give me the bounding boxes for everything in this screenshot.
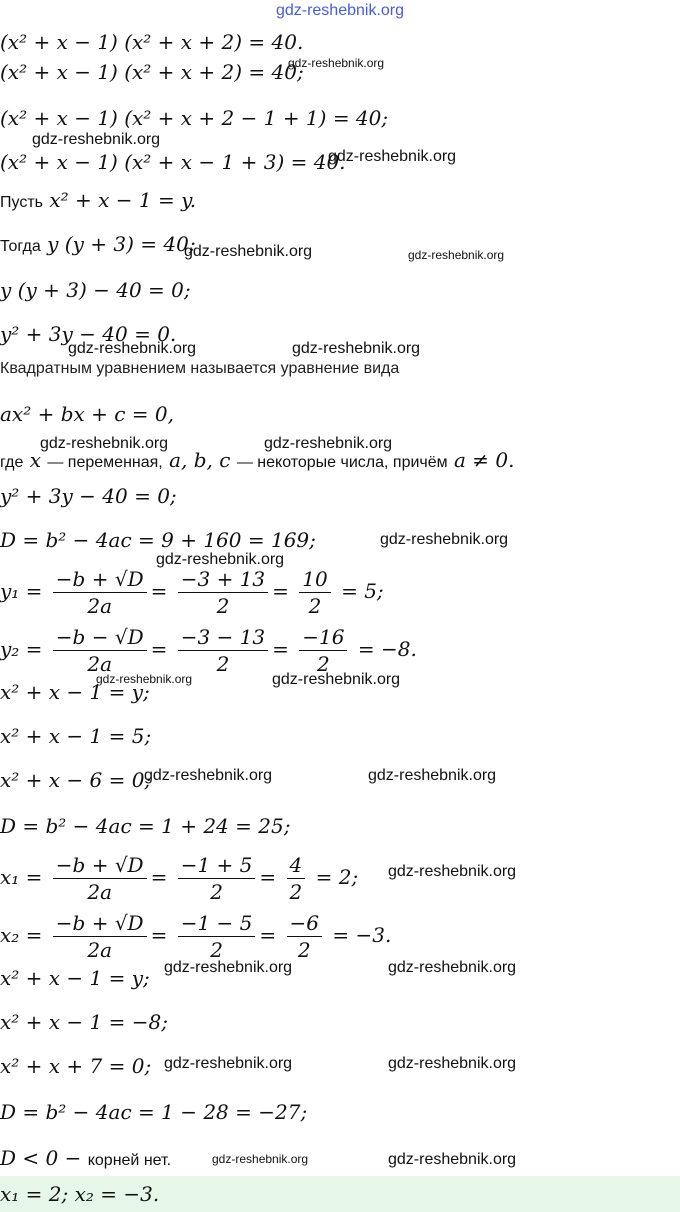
watermark: gdz-reshebnik.org: [164, 959, 293, 976]
root-y1: y₁ = $\frac{-b + √D}{2a}$ = $\frac{-3 + 13}{2}$ = $\frac{10}{2}$ = 5;: [0, 567, 384, 618]
equation-line: x² + x − 6 = 0;: [0, 768, 152, 792]
then-expression: y (y + 3) = 40;: [47, 232, 196, 256]
denominator: 2: [216, 594, 230, 618]
numerator: 10: [299, 566, 330, 593]
numerator: −b + √D: [53, 910, 147, 937]
watermark: gdz-reshebnik.org: [388, 863, 517, 880]
equation-line: y² + 3y − 40 = 0;: [0, 484, 177, 508]
fraction: [299, 566, 330, 619]
watermark: gdz-reshebnik.org: [184, 243, 313, 260]
watermark: gdz-reshebnik.org: [40, 435, 169, 452]
denominator: 2: [317, 652, 330, 676]
equation-line: x² + x − 1 = 5;: [0, 724, 152, 748]
root-tail: = 2;: [315, 865, 359, 889]
watermark: gdz-reshebnik.org: [264, 435, 393, 452]
fraction: [178, 566, 268, 619]
watermark: gdz-reshebnik.org: [368, 767, 497, 784]
root-x2: x₂ = $\frac{-b + √D}{2a}$ = $\frac{-1 - 5}{2}$ = $\frac{-6}{2}$ = −3.: [0, 911, 392, 962]
numerator: −6: [287, 910, 322, 937]
where-mid: — переменная,: [47, 454, 163, 471]
denominator: 2: [210, 938, 223, 962]
let-expression: x² + x − 1 = y.: [49, 188, 197, 212]
watermark: gdz-reshebnik.org: [156, 551, 285, 568]
where-coeffs: a, b, c: [169, 448, 231, 472]
watermark: gdz-reshebnik.org: [68, 340, 197, 357]
denominator: 2a: [87, 652, 113, 676]
watermark: gdz-reshebnik.org: [288, 56, 385, 70]
root-tail: = 5;: [341, 579, 384, 603]
denominator: 2a: [87, 880, 113, 904]
let-prefix: Пусть: [0, 194, 43, 211]
watermark: gdz-reshebnik.org: [388, 1055, 517, 1072]
fraction: [53, 566, 147, 619]
discriminant-line: D = b² − 4ac = 9 + 160 = 169;: [0, 528, 316, 552]
root-lhs: y₁ =: [0, 579, 43, 603]
watermark: gdz-reshebnik.org: [212, 1152, 309, 1166]
quadratic-definition: Квадратным уравнением называется уравнение вида: [0, 360, 400, 377]
denominator: 2: [210, 880, 223, 904]
equation-line: x² + x − 1 = y;: [0, 680, 150, 704]
fraction: [178, 624, 268, 677]
where-var: x: [29, 448, 41, 472]
equation-line: x² + x − 1 = −8;: [0, 1010, 168, 1034]
watermark: gdz-reshebnik.org: [32, 131, 161, 148]
watermark: gdz-reshebnik.org: [388, 959, 517, 976]
numerator: 4: [287, 852, 306, 879]
root-tail: = −8.: [357, 637, 417, 661]
watermark: gdz-reshebnik.org: [144, 767, 273, 784]
watermark: gdz-reshebnik.org: [388, 1151, 517, 1168]
equation-line: y (y + 3) − 40 = 0;: [0, 278, 191, 302]
discriminant-line: D = b² − 4ac = 1 + 24 = 25;: [0, 814, 291, 838]
negative-discriminant: D < 0 −: [0, 1146, 82, 1170]
root-lhs: y₂ =: [0, 637, 43, 661]
equation-line: x² + x − 1 = y;: [0, 966, 150, 990]
then-prefix: Тогда: [0, 238, 41, 255]
then-equation: [0, 232, 196, 256]
equation-line: (x² + x − 1) (x² + x + 2) = 40;: [0, 60, 304, 84]
fraction: [53, 624, 147, 677]
denominator: 2: [216, 652, 230, 676]
equation-line: (x² + x − 1) (x² + x − 1 + 3) = 40.: [0, 150, 346, 174]
watermark: gdz-reshebnik.org: [292, 340, 421, 357]
general-form: ax² + bx + c = 0,: [0, 402, 175, 426]
root-x1: x₁ = $\frac{-b + √D}{2a}$ = $\frac{-1 + 5}{2}$ = $\frac{4}{2}$ = 2;: [0, 853, 359, 904]
header-watermark: gdz-reshebnik.org: [275, 2, 405, 19]
watermark: gdz-reshebnik.org: [380, 531, 509, 548]
no-roots-text: корней нет.: [87, 1152, 172, 1169]
numerator: −b − √D: [53, 624, 147, 651]
watermark: gdz-reshebnik.org: [164, 1055, 293, 1072]
fraction: [53, 852, 147, 905]
let-substitution: [0, 188, 196, 212]
denominator: 2a: [87, 938, 113, 962]
fraction: [287, 852, 306, 905]
numerator: −3 + 13: [178, 566, 268, 593]
watermark: gdz-reshebnik.org: [272, 671, 401, 688]
where-condition: a ≠ 0.: [454, 448, 515, 472]
denominator: 2: [308, 594, 322, 618]
no-roots-line: [0, 1146, 171, 1170]
root-y2: y₂ = $\frac{-b - √D}{2a}$ = $\frac{-3 - 13}{2}$ = $\frac{-16}{2}$ = −8.: [0, 625, 417, 676]
watermark: gdz-reshebnik.org: [96, 672, 193, 686]
final-answer: x₁ = 2; x₂ = −3.: [0, 1182, 160, 1206]
fraction: [287, 910, 322, 963]
numerator: −3 − 13: [178, 624, 268, 651]
root-lhs: x₂ =: [0, 923, 43, 947]
numerator: −b + √D: [53, 566, 147, 593]
equation-line: x² + x + 7 = 0;: [0, 1054, 152, 1078]
equation-line: (x² + x − 1) (x² + x + 2 − 1 + 1) = 40;: [0, 106, 389, 130]
numerator: −1 − 5: [178, 910, 256, 937]
numerator: −1 + 5: [178, 852, 256, 879]
where-tail: — некоторые числа, причём: [236, 454, 448, 471]
where-prefix: где: [0, 454, 24, 471]
denominator: 2: [289, 880, 303, 904]
numerator: −b + √D: [53, 852, 147, 879]
fraction: [299, 624, 347, 677]
fraction: [178, 910, 256, 963]
equation-line: y² + 3y − 40 = 0.: [0, 322, 177, 346]
watermark: gdz-reshebnik.org: [328, 148, 457, 165]
root-lhs: x₁ =: [0, 865, 43, 889]
root-tail: = −3.: [332, 923, 392, 947]
fraction: [178, 852, 256, 905]
denominator: 2a: [87, 594, 113, 618]
denominator: 2: [297, 938, 311, 962]
fraction: [53, 910, 147, 963]
discriminant-line: D = b² − 4ac = 1 − 28 = −27;: [0, 1100, 308, 1124]
numerator: −16: [299, 624, 347, 651]
watermark: gdz-reshebnik.org: [408, 248, 505, 262]
equation-line: (x² + x − 1) (x² + x + 2) = 40.: [0, 30, 304, 54]
